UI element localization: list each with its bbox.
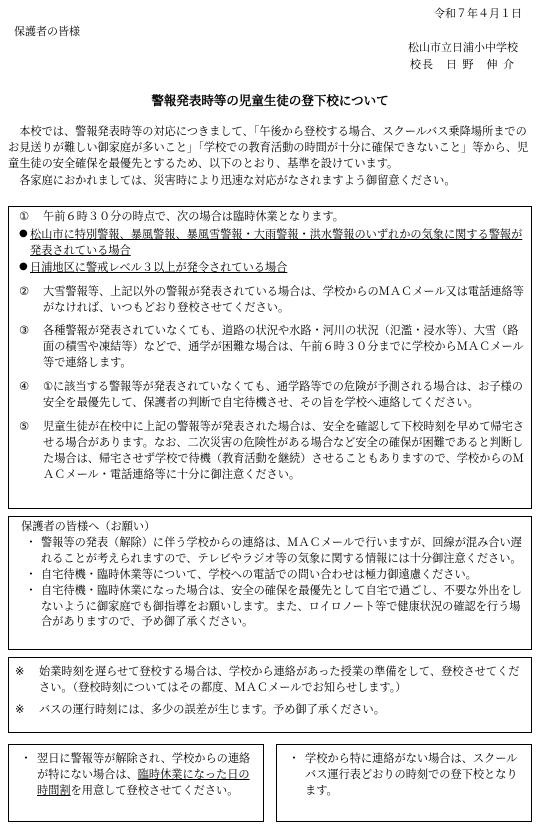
condition-text: 松山市に特別警報、暴風警報、暴風雪警報・大雨警報・洪水警報のいずれかの気象に関する警報が発表されている場合 (30, 227, 523, 257)
bus-schedule-note (283, 751, 527, 799)
rule-text: 大雪警報等、上記以外の警報が発表されている場合は、学校からのＭＡＣメール又は電話連絡等がなければ、いつもどおり登校させてください。 (43, 284, 524, 314)
next-day-text-pre: 翌日に警報等が解除され、学校からの連絡が特にない場合は、 (37, 752, 251, 781)
rule-text: 各種警報が発表されていなくても、道路の状況や水路・河川の状況（氾濫・浸水等）、大雪（路面の積雪や凍結等）などで、通学が困難な場合は、午前６時３０分までに学校からＭＡＣメール等で連絡します。 (43, 324, 524, 370)
school-name: 松山市立日浦小中学校 (408, 41, 518, 54)
bus-schedule-box (276, 744, 532, 822)
dot-icon: ・ (20, 752, 32, 765)
rule-item-5 (19, 419, 525, 483)
rule-item-3 (19, 323, 525, 371)
next-day-timetable: 臨時休業になった日の時間割 (37, 767, 250, 797)
request-box (8, 516, 532, 650)
rules-box (8, 206, 532, 509)
rule-number: ② (19, 284, 30, 298)
dot-icon: ・ (288, 752, 300, 765)
dot-icon: ・ (25, 583, 37, 597)
reference-mark-icon: ※ (15, 702, 25, 716)
sender-block (408, 40, 518, 73)
next-day-note (15, 751, 259, 799)
issue-date: 令和７年４月１日 (434, 7, 522, 20)
note-item (15, 664, 525, 696)
condition-text: 日浦地区に警戒レベル３以上が発令されている場合 (30, 260, 288, 274)
note-text: 始業時刻を遅らせて登校する場合は、学校から連絡があった授業の準備をして、登校させてください。（登校時刻についてはその都度、ＭＡＣメールでお知らせします。） (39, 665, 520, 694)
intro-paragraph-1: 本校では、警報発表時等の対応につきまして、「午後から登校する場合、スクールバス乗降場所までのお見送りが難しい御家庭が多いこと」「学校での教育活動の時間が十分に確保できないこと」等から、児童生徒の安全確保を最優先とするため、以下のとおり、基準を設けています。 (8, 125, 529, 171)
rule-1-condition-1 (19, 227, 525, 259)
request-item (21, 583, 525, 631)
document-title: 警報発表時等の児童生徒の登下校について (151, 93, 389, 108)
request-item (21, 535, 525, 567)
intro-text (8, 124, 532, 189)
notes-box (8, 657, 532, 733)
request-item (21, 567, 525, 583)
rule-item-1 (19, 209, 525, 225)
reference-mark-icon: ※ (15, 665, 25, 678)
request-text: 自宅待機・臨時休業等について、学校への電話での問い合わせは極力御遠慮ください。 (41, 567, 477, 581)
next-day-box (8, 744, 264, 822)
bus-schedule-text: 学校から特に連絡がない場合は、スクールバス運行表どおりの時刻での登下校となります。 (305, 752, 518, 797)
rule-text: 午前６時３０分の時点で、次の場合は臨時休業となります。 (43, 210, 344, 223)
rule-1-condition-2 (19, 260, 525, 276)
next-day-text-post: を用意して登校させてください。 (70, 783, 239, 797)
next-day-text (37, 751, 259, 799)
addressee: 保護者の皆様 (14, 25, 80, 38)
dot-icon: ・ (25, 567, 37, 581)
rule-item-4 (19, 379, 525, 411)
bullet-icon: ● (19, 260, 28, 272)
bullet-icon: ● (19, 227, 28, 239)
rule-number: ⑤ (19, 419, 30, 433)
rule-text: ①に該当する警報等が発表されていなくても、通学路等での危険が予測される場合は、お子様の安全を最優先して、保護者の判断で自宅待機させ、その旨を学校へ連絡してください。 (43, 380, 523, 410)
rule-number: ① (19, 210, 30, 223)
request-text: 自宅待機・臨時休業になった場合は、安全の確保を最優先として自宅で過ごし、不要な外出をしないように御家庭でも御指導をお願いします。また、ロイロノート等で健康状況の確認を行う場合がありますので、予め御了承ください。 (41, 583, 523, 629)
dot-icon: ・ (25, 535, 37, 549)
note-item (15, 702, 525, 718)
request-text: 警報等の発表（解除）に伴う学校からの連絡は、ＭＡＣメールで行いますが、回線が混み合い遅れることが考えられますので、テレビやラジオ等の気象に関する情報には十分御注意ください。 (41, 535, 522, 565)
rule-number: ④ (19, 380, 30, 394)
request-heading: 保護者の皆様へ（お願い） (21, 520, 156, 533)
intro-paragraph-2: 各家庭におかれましては、災害時により迅速な対応がなされますよう御留意ください。 (19, 173, 456, 187)
rule-number: ③ (19, 324, 30, 338)
rule-text: 児童生徒が在校中に上記の警報等が発表された場合は、安全を確認して下校時刻を早めて帰宅させる場合があります。なお、二次災害の危険性がある場合など安全の確保が困難であると判断した場合は、帰宅させず学校で待機（教育活動を継続）させることもありますので、学校からのＭＡＣメール・電話連絡等に十分に御注意ください。 (43, 419, 525, 481)
rule-item-2 (19, 284, 525, 316)
note-text: バスの運行時刻には、多少の誤差が生じます。予め御了承ください。 (39, 702, 385, 716)
principal-name: 校長 日 野 伸 介 (410, 57, 515, 71)
